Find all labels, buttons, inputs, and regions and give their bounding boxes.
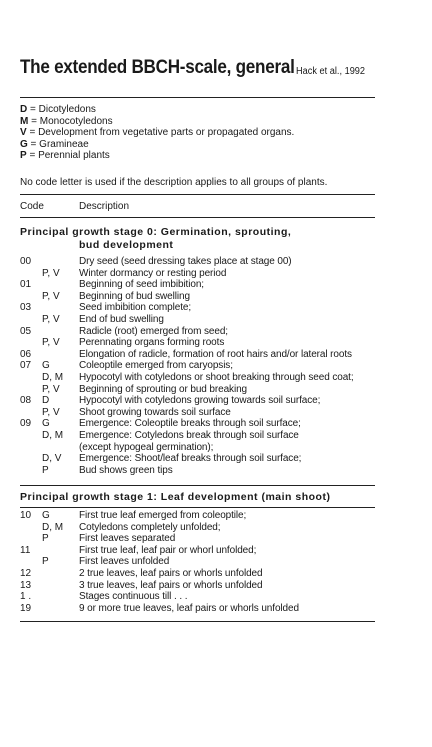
row-description: Shoot growing towards soil surface (79, 406, 231, 418)
legend-text: = Perennial plants (26, 150, 110, 162)
column-header-description: Description (79, 201, 130, 212)
row-code: 01 (20, 279, 32, 291)
legend-item (20, 150, 294, 162)
table-row (20, 360, 380, 372)
divider (20, 621, 375, 622)
reference-citation: Hack et al., 1992 (296, 66, 366, 77)
table-row (20, 407, 380, 419)
row-group: P (42, 464, 49, 476)
row-group: D, M (42, 521, 64, 533)
legend-list (20, 104, 294, 162)
table-row (20, 442, 380, 454)
row-description: Emergence: Coleoptile breaks through soil surface; (79, 418, 301, 430)
divider (20, 217, 375, 218)
page-title (20, 57, 325, 79)
row-description: Winter dormancy or resting period (79, 267, 227, 279)
row-code: 07 (20, 360, 32, 372)
row-code: 06 (20, 348, 32, 360)
row-description: Stages continuous till . . . (79, 591, 188, 603)
row-description: Beginning of sprouting or bud breaking (79, 383, 247, 395)
row-description: Emergence: Shoot/leaf breaks through soil surface; (79, 453, 302, 465)
table-row (20, 603, 380, 615)
legend-letter: M (20, 115, 29, 127)
table-row (20, 556, 380, 568)
row-description: Dry seed (seed dressing takes place at stage 00) (79, 256, 292, 267)
table-row (20, 580, 380, 592)
row-code: 09 (20, 418, 32, 430)
row-group: G (42, 360, 50, 372)
row-description: Hypocotyl with cotyledons or shoot breaking through seed coat; (79, 371, 354, 383)
divider (20, 97, 375, 98)
table-row (20, 372, 380, 384)
row-group: G (42, 510, 50, 521)
row-description: Hypocotyl with cotyledons growing towards soil surface; (79, 395, 321, 407)
row-group: D, M (42, 371, 64, 383)
table-row (20, 326, 380, 338)
table-row (20, 349, 380, 361)
row-group: D (42, 395, 50, 407)
row-group: P (42, 556, 49, 568)
legend-text: = Dicotyledons (27, 104, 96, 115)
row-description: First true leaf emerged from coleoptile; (79, 510, 247, 521)
row-description: Perennating organs forming roots (79, 337, 225, 349)
divider (20, 194, 375, 195)
table-row (20, 430, 380, 442)
row-code: 00 (20, 256, 32, 267)
row-description: First true leaf, leaf pair or whorl unfolded; (79, 544, 257, 556)
row-group: P, V (42, 313, 60, 325)
row-code: 19 (20, 602, 32, 614)
table-row (20, 591, 380, 603)
table-row (20, 533, 380, 545)
table-row (20, 384, 380, 396)
table-row (20, 465, 380, 477)
row-group: P, V (42, 290, 60, 302)
row-group: P, V (42, 383, 60, 395)
table-row (20, 522, 380, 534)
row-code: 11 (20, 544, 31, 556)
row-code: 05 (20, 325, 32, 337)
row-description: Elongation of radicle, formation of root hairs and/or lateral roots (79, 348, 352, 360)
table-row (20, 545, 380, 557)
row-code: 1 . (20, 591, 32, 603)
row-description: Beginning of bud swelling (79, 290, 190, 302)
table-row (20, 314, 380, 326)
row-group: P, V (42, 267, 60, 279)
legend-item (20, 104, 294, 116)
row-description: 3 true leaves, leaf pairs or whorls unfolded (79, 579, 263, 591)
legend-item (20, 139, 294, 151)
table-row (20, 568, 380, 580)
table-row (20, 256, 380, 268)
row-description: Seed imbibition complete; (79, 302, 192, 314)
table-row (20, 395, 380, 407)
row-code: 10 (20, 510, 32, 521)
row-description: Cotyledons completely unfolded; (79, 521, 221, 533)
row-description: 9 or more true leaves, leaf pairs or whorls unfolded (79, 602, 299, 614)
row-description: (except hypogeal germination); (79, 441, 214, 453)
row-group: D, M (42, 429, 64, 441)
section-title-line: Principal growth stage 0: Germination, sprouting, (20, 226, 292, 238)
legend-letter: D (20, 104, 28, 115)
row-code: 08 (20, 395, 32, 407)
table-row (20, 337, 380, 349)
stage-1-rows (20, 510, 380, 614)
row-description: Radicle (root) emerged from seed; (79, 325, 228, 337)
row-group: D, V (42, 453, 62, 465)
legend-item (20, 116, 294, 128)
row-description: Beginning of seed imbibition; (79, 279, 204, 291)
row-description: 2 true leaves, leaf pairs or whorls unfolded (79, 567, 263, 579)
row-code: 12 (20, 567, 32, 579)
legend-letter: V (20, 127, 27, 139)
row-description: First leaves unfolded (79, 556, 170, 568)
table-row (20, 279, 380, 291)
section-title-stage-1: Principal growth stage 1: Leaf development (main shoot) (20, 491, 331, 503)
title-text: The extended BBCH-scale, general (20, 57, 295, 78)
row-description: End of bud swelling (79, 313, 164, 325)
legend-text: = Gramineae (27, 138, 89, 150)
row-group: P, V (42, 406, 60, 418)
divider (20, 485, 375, 486)
row-description: Bud shows green tips (79, 464, 173, 476)
legend-text: = Development from vegetative parts or propagated organs. (26, 127, 295, 139)
row-group: P, V (42, 337, 60, 349)
row-description: Emergence: Cotyledons break through soil surface (79, 429, 299, 441)
table-row (20, 302, 380, 314)
legend-letter: G (20, 138, 28, 150)
row-description: Coleoptile emerged from caryopsis; (79, 360, 233, 372)
divider (20, 507, 375, 508)
row-group: P (42, 533, 49, 545)
legend-letter: P (20, 150, 27, 162)
row-code: 03 (20, 302, 32, 314)
column-header-code: Code (20, 201, 44, 212)
legend-text: = Monocotyledons (28, 115, 113, 127)
table-row (20, 418, 380, 430)
row-group: G (42, 418, 50, 430)
table-row (20, 268, 380, 280)
section-title-stage-0 (20, 226, 291, 251)
table-row (20, 291, 380, 303)
legend-item (20, 127, 294, 139)
table-row (20, 510, 380, 522)
note-text: No code letter is used if the description applies to all groups of plants. (20, 177, 328, 188)
table-row (20, 453, 380, 465)
stage-0-rows (20, 256, 380, 476)
row-code: 13 (20, 579, 32, 591)
row-description: First leaves separated (79, 533, 176, 545)
section-title-line: bud development (79, 238, 174, 251)
